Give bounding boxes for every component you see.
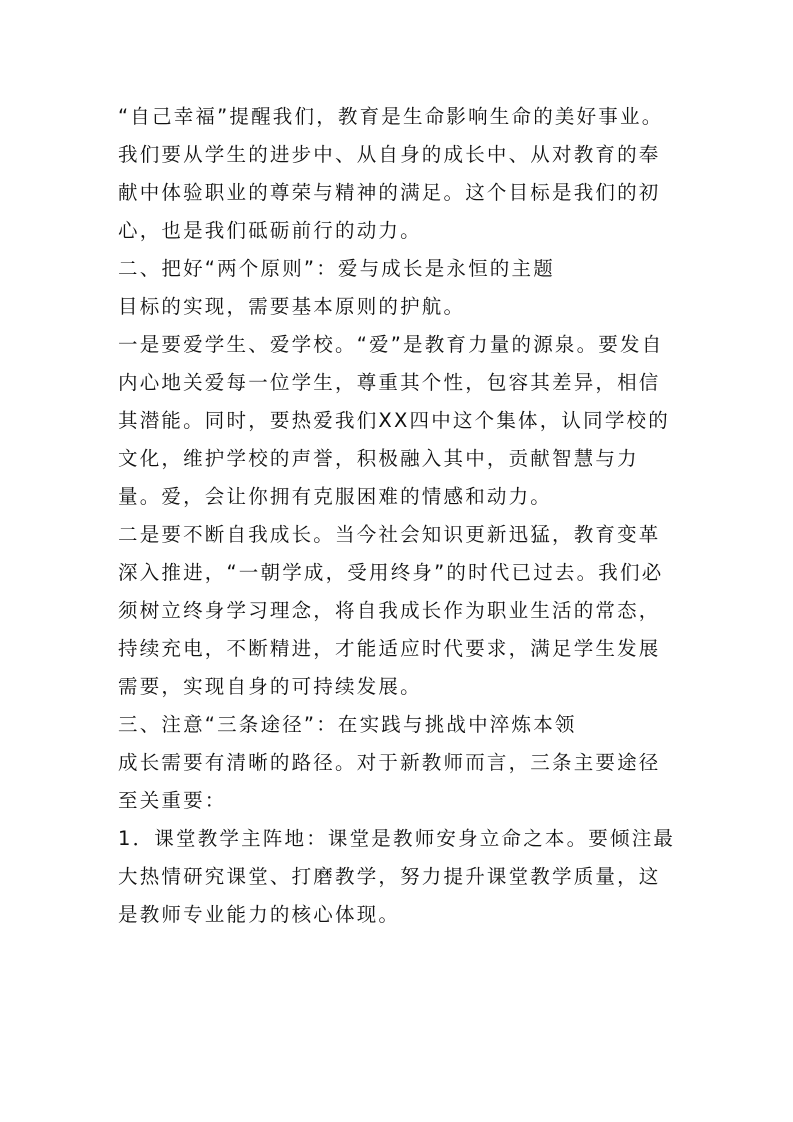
heading-three-paths: 三、注意“三条途径”：在实践与挑战中淬炼本领	[118, 713, 577, 736]
paragraph-classroom-teaching: 1．课堂教学主阵地：课堂是教师安身立命之本。要倾注最大热情研究课堂、打磨教学，努力提升课堂教学质量，这是教师专业能力的核心体现。	[118, 827, 676, 926]
document-body	[118, 98, 678, 934]
paragraph-happiness: “自己幸福”提醒我们，教育是生命影响生命的美好事业。我们要从学生的进步中、从自身的成长中、从对教育的奉献中体验职业的尊荣与精神的满足。这个目标是我们的初心，也是我们砥砺前行的动力。	[118, 105, 664, 242]
heading-two-principles: 二、把好“两个原则”：爱与成长是永恒的主题	[118, 257, 555, 280]
paragraph-paths-intro: 成长需要有清晰的路径。对于新教师而言，三条主要途径至关重要：	[118, 751, 661, 812]
paragraph-love-students: 一是要爱学生、爱学校。“爱”是教育力量的源泉。要发自内心地关爱每一位学生，尊重其个性，包容其差异，相信其潜能。同时，要热爱我们XX四中这个集体，认同学校的文化，维护学校的声誉，积极融入其中，贡献智慧与力量。爱，会让你拥有克服困难的情感和动力。	[118, 333, 670, 508]
paragraph-principles-intro: 目标的实现，需要基本原则的护航。	[118, 295, 466, 318]
paragraph-self-growth: 二是要不断自我成长。当今社会知识更新迅猛，教育变革深入推进，“一朝学成，受用终身”的时代已过去。我们必须树立终身学习理念，将自我成长作为职业生活的常态，持续充电，不断精进，才能适应时代要求，满足学生发展需要，实现自身的可持续发展。	[118, 523, 664, 698]
